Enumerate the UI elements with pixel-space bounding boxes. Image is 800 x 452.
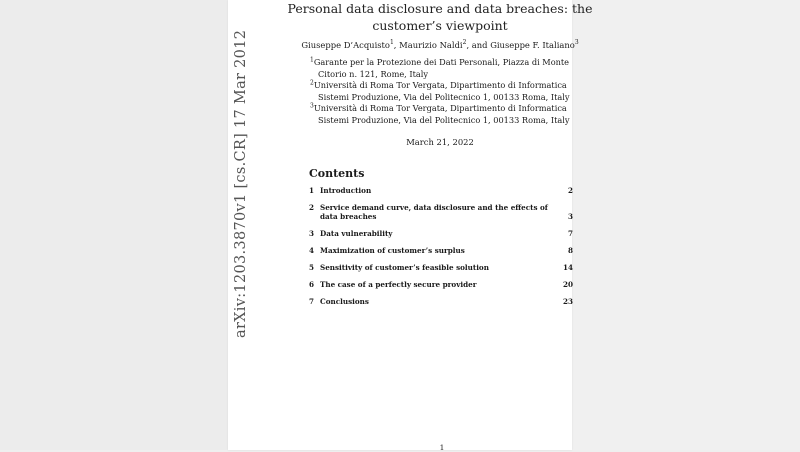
author-name: Giuseppe D’Acquisto: [301, 40, 390, 50]
toc-number: 3: [309, 229, 315, 239]
toc-number: 2: [309, 202, 315, 212]
author-affil-mark: 3: [574, 39, 579, 47]
affiliation-text: Garante per la Protezione dei Dati Personali, Piazza di Monte Citorio n. 121, Rome, Italy: [313, 57, 570, 79]
page-number: 1: [439, 443, 445, 452]
toc-entry[interactable]: [309, 186, 573, 196]
title-line: Personal data disclosure and data breaches: the: [287, 1, 593, 16]
toc-title: Data vulnerability: [320, 229, 393, 239]
toc-title: Maximization of customer’s surplus: [320, 246, 465, 256]
toc-entry[interactable]: [309, 229, 573, 239]
toc-page: 14: [562, 263, 573, 273]
paper-title: [236, 0, 644, 34]
author-affil-mark: 2: [462, 39, 467, 47]
toc-title: Service demand curve, data disclosure and the effects of data breaches: [320, 202, 548, 222]
affiliation-mark: 1: [310, 56, 314, 64]
affiliation-mark: 2: [310, 79, 314, 87]
author-list: [300, 40, 580, 50]
right-backdrop: [572, 0, 800, 450]
toc-entry[interactable]: [309, 280, 573, 290]
left-backdrop: [0, 0, 228, 450]
toc-entry[interactable]: [309, 297, 573, 307]
author-name: Maurizio Naldi: [399, 40, 463, 50]
toc-page: 23: [562, 296, 573, 306]
author-name: Giuseppe F. Italiano: [490, 40, 575, 50]
affiliation: [310, 80, 572, 103]
toc-number: 4: [309, 246, 315, 256]
affiliations: [310, 57, 572, 126]
toc-entry[interactable]: [309, 263, 573, 273]
title-line: customer’s viewpoint: [372, 18, 508, 33]
toc-number: 5: [309, 263, 315, 273]
toc-entry[interactable]: [309, 203, 573, 222]
paper-date: March 21, 2022: [406, 137, 474, 147]
toc-number: 6: [309, 279, 315, 289]
contents-heading: Contents: [309, 167, 365, 180]
toc-entry[interactable]: [309, 246, 573, 256]
toc-title: Conclusions: [320, 296, 369, 306]
affiliation-text: Università di Roma Tor Vergata, Dipartimento di Informatica Sistemi Produzione, Via del Politecnico 1, 00133 Roma, Italy: [313, 103, 570, 125]
toc-number: 7: [309, 296, 315, 306]
toc-page: 8: [567, 246, 573, 256]
toc-title: Introduction: [320, 186, 372, 195]
affiliation: [310, 57, 572, 80]
author-separator: , and: [466, 40, 491, 50]
toc-page: 20: [562, 279, 573, 289]
toc-page: 7: [567, 229, 573, 239]
affiliation: [310, 103, 572, 126]
author-affil-mark: 1: [389, 39, 394, 47]
toc-number: 1: [309, 186, 315, 195]
toc-title: The case of a perfectly secure provider: [320, 279, 477, 289]
toc-page: 2: [567, 186, 573, 195]
affiliation-mark: 3: [310, 102, 314, 110]
toc-title: Sensitivity of customer’s feasible solution: [320, 263, 489, 273]
arxiv-stamp: arXiv:1203.3870v1 [cs.CR] 17 Mar 2012: [233, 29, 249, 338]
table-of-contents: [309, 186, 573, 314]
toc-page: 3: [567, 212, 573, 222]
author-separator: ,: [393, 40, 400, 50]
affiliation-text: Università di Roma Tor Vergata, Dipartimento di Informatica Sistemi Produzione, Via del Politecnico 1, 00133 Roma, Italy: [313, 80, 570, 102]
